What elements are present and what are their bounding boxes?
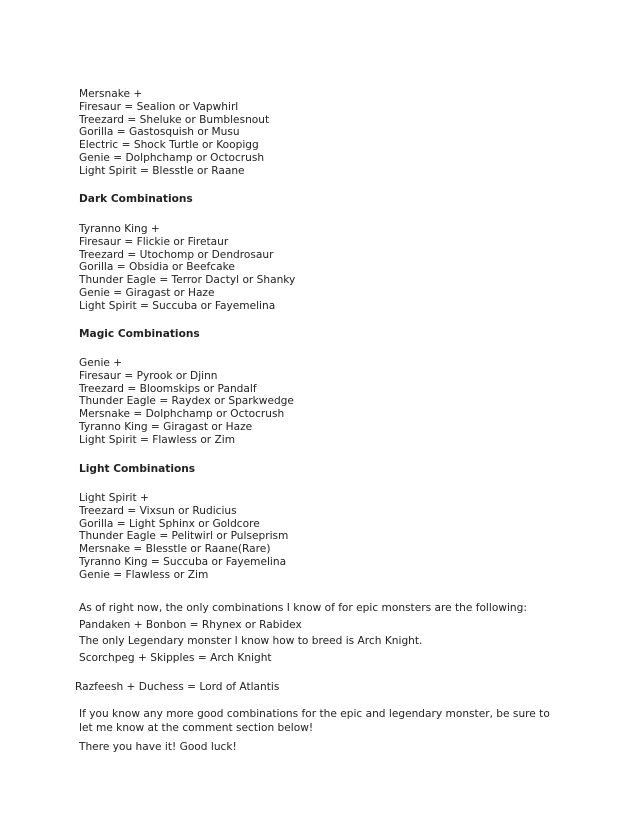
combo-line: Tyranno King + [79, 223, 160, 235]
legendary-intro-paragraph: The only Legendary monster I know how to breed is Arch Knight. [79, 635, 423, 647]
combo-line: Light Spirit + [79, 492, 149, 504]
combo-line: Electric = Shock Turtle or Koopigg [79, 139, 259, 152]
combo-line: Firesaur = Pyrook or Djinn [79, 369, 218, 382]
combo-line: Mersnake + [79, 88, 143, 100]
combo-line: Firesaur = Sealion or Vapwhirl [79, 100, 239, 113]
combo-line: Treezard = Vixsun or Rudicius [79, 504, 237, 517]
mersnake-combinations [79, 88, 619, 178]
combo-line: Mersnake = Blesstle or Raane(Rare) [79, 543, 271, 556]
combo-line: Firesaur = Flickie or Firetaur [79, 235, 229, 248]
legendary-combo-paragraph: Scorchpeg + Skipples = Arch Knight [79, 652, 272, 664]
combo-line: Thunder Eagle = Raydex or Sparkwedge [79, 395, 294, 408]
combo-line: Gorilla = Obsidia or Beefcake [79, 261, 235, 274]
closing-request-line-2: let me know at the comment section below! [79, 722, 314, 734]
combo-line: Light Spirit = Succuba or Fayemelina [79, 299, 276, 312]
closing-request-line-1: If you know any more good combinations for the epic and legendary monster, be sure to [79, 708, 550, 720]
dark-combinations [79, 223, 619, 313]
combo-line: Genie = Flawless or Zim [79, 568, 209, 581]
combo-line: Light Spirit = Blesstle or Raane [79, 164, 245, 177]
combo-line: Genie + [79, 357, 123, 369]
combo-line: Gorilla = Gastosquish or Musu [79, 126, 240, 139]
combo-line: Gorilla = Light Sphinx or Goldcore [79, 517, 260, 530]
combo-line: Tyranno King = Succuba or Fayemelina [79, 555, 287, 568]
combo-line: Tyranno King = Giragast or Haze [79, 420, 253, 433]
combo-line: Light Spirit = Flawless or Zim [79, 433, 236, 446]
dark-combinations-heading: Dark Combinations [79, 193, 193, 205]
epic-combo-paragraph: Pandaken + Bonbon = Rhynex or Rabidex [79, 619, 302, 631]
magic-combinations-heading: Magic Combinations [79, 328, 200, 340]
combo-line: Treezard = Utochomp or Dendrosaur [79, 248, 274, 261]
atlantis-combo-paragraph: Razfeesh + Duchess = Lord of Atlantis [75, 681, 280, 693]
epic-intro-paragraph: As of right now, the only combinations I know of for epic monsters are the following: [79, 602, 527, 614]
light-combinations-heading: Light Combinations [79, 463, 196, 475]
combo-line: Mersnake = Dolphchamp or Octocrush [79, 408, 285, 421]
light-combinations [79, 492, 619, 582]
combo-line: Genie = Dolphchamp or Octocrush [79, 151, 265, 164]
magic-combinations [79, 357, 619, 447]
combo-line: Genie = Giragast or Haze [79, 286, 215, 299]
closing-request-paragraph [79, 707, 619, 735]
signoff-paragraph: There you have it! Good luck! [79, 741, 237, 753]
combo-line: Thunder Eagle = Terror Dactyl or Shanky [79, 274, 296, 287]
combo-line: Thunder Eagle = Pelitwirl or Pulseprism [79, 530, 289, 543]
combo-line: Treezard = Sheluke or Bumblesnout [79, 113, 270, 126]
combo-line: Treezard = Bloomskips or Pandalf [79, 382, 257, 395]
